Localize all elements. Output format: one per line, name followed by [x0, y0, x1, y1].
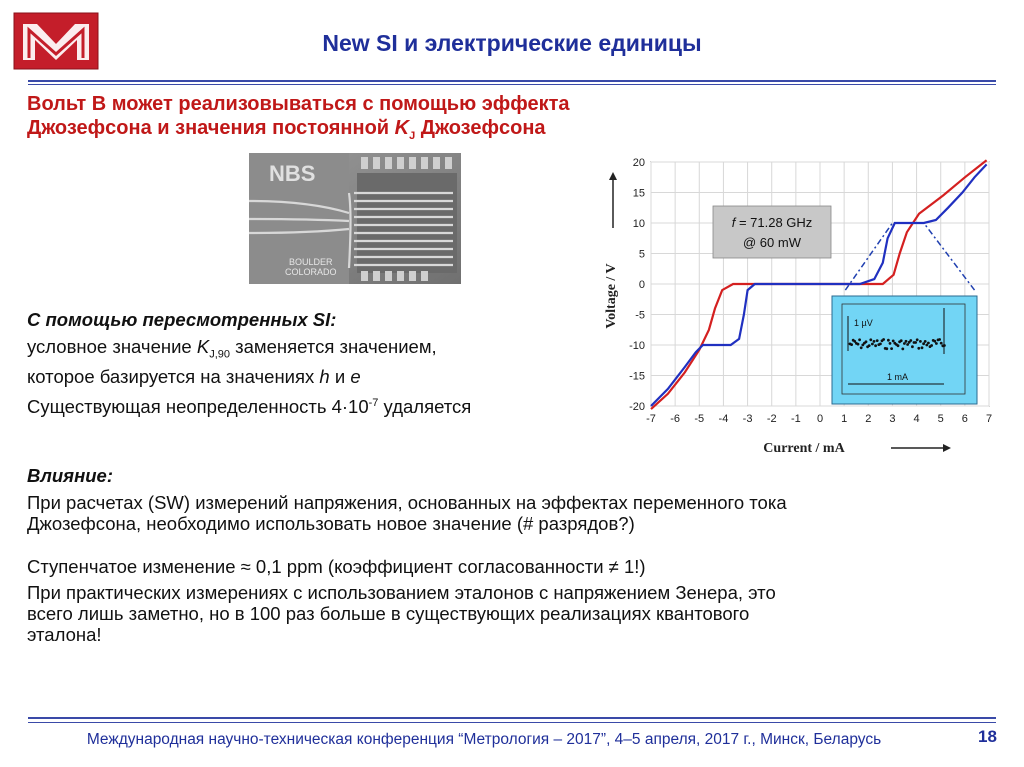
- x-tick-label: -1: [790, 413, 801, 425]
- x-tick-label: 5: [937, 413, 944, 425]
- inset-data-point: [933, 340, 936, 343]
- inset-data-point: [892, 340, 895, 343]
- y-tick-label: -5: [635, 309, 645, 322]
- inset-data-point: [860, 346, 863, 349]
- section-heading: [27, 92, 570, 148]
- footer-divider: [28, 717, 996, 719]
- x-tick-label: 0: [816, 413, 824, 425]
- inset-data-point: [914, 341, 917, 344]
- frequency-annotation-box: [713, 206, 831, 258]
- y-tick-label: 5: [638, 248, 645, 261]
- inset-data-point: [905, 340, 908, 343]
- y-tick-label: 0: [638, 279, 645, 291]
- inset-data-point: [927, 342, 930, 345]
- impact-heading: Влияние:: [27, 465, 113, 486]
- inset-data-point: [882, 338, 885, 341]
- page-number: 18: [978, 727, 997, 746]
- inset-data-point: [858, 338, 861, 341]
- inset-panel: [832, 296, 977, 404]
- inset-data-point: [873, 340, 876, 343]
- inset-data-point: [900, 339, 903, 342]
- y-tick-label: -10: [629, 340, 645, 352]
- inset-data-point: [876, 339, 879, 342]
- uncertainty-line: Существующая неопределенность $4\cdot 10^{-7}$ удаляется: [27, 395, 472, 417]
- inset-data-point: [930, 344, 933, 347]
- y-tick-label: 10: [632, 218, 645, 230]
- y-tick-label: -20: [629, 401, 645, 413]
- header-divider: [28, 80, 996, 82]
- x-axis-arrow-head: [943, 444, 951, 452]
- inset-data-point: [924, 340, 927, 343]
- frequency-annotation-line-2: @ 60 mW: [743, 235, 801, 250]
- impact-paragraph-3: При практических измерениях с использованием эталонов с напряжением Зенера, это всего лишь заметно, но в 100 раз больше в существующих реализациях квантового эталона!: [27, 582, 776, 645]
- iv-curve-chart: [591, 148, 1011, 470]
- inset-data-point: [897, 344, 900, 347]
- footer-divider-thin: [28, 722, 996, 723]
- inset-data-point: [909, 339, 912, 342]
- inset-data-point: [887, 339, 890, 342]
- chip-label-nbs: NBS: [269, 161, 316, 186]
- x-axis-title: Current / mA: [763, 441, 845, 456]
- impact-paragraph-1: При расчетах (SW) измерений напряжения, основанных на эффектах переменного тока Джозефсона, необходимо использовать новое значение (# разрядов?): [27, 492, 787, 534]
- x-tick-label: -3: [742, 413, 753, 425]
- inset-data-point: [889, 342, 892, 345]
- revised-si-block: [27, 309, 471, 417]
- x-tick-label: 7: [985, 413, 993, 425]
- inset-data-point: [869, 338, 872, 341]
- inset-data-point: [879, 343, 882, 346]
- inset-data-point: [916, 338, 919, 341]
- chip-label-colorado: COLORADO: [285, 267, 337, 277]
- inset-data-point: [890, 347, 893, 350]
- y-tick-label: 15: [632, 187, 645, 200]
- inset-data-point: [871, 343, 874, 346]
- x-tick-label: 6: [961, 413, 968, 425]
- x-tick-label: -2: [766, 413, 777, 425]
- x-tick-label: 4: [913, 413, 920, 425]
- chip-label-boulder: BOULDER: [289, 257, 333, 267]
- inset-data-point: [850, 343, 853, 346]
- josephson-chip-photo: [249, 153, 461, 284]
- revised-line-2: которое базируется на значениях h и e: [27, 365, 361, 387]
- inset-data-point: [865, 340, 868, 343]
- inset-data-point: [874, 344, 877, 347]
- inset-data-point: [938, 338, 941, 341]
- impact-block: [27, 465, 787, 645]
- header-divider-thin: [28, 84, 996, 85]
- inset-data-point: [943, 344, 946, 347]
- y-axis-arrow-head: [609, 172, 617, 180]
- inset-data-point: [940, 342, 943, 345]
- heading-line-1: Вольт В может реализовываться с помощью эффекта: [27, 93, 570, 115]
- inset-data-point: [868, 344, 871, 347]
- x-tick-label: 2: [865, 413, 872, 425]
- inset-data-point: [921, 346, 924, 349]
- impact-paragraph-2: Ступенчатое изменение ≈ 0,1 ppm (коэффициент согласованности ≠ 1!): [27, 556, 646, 577]
- revised-heading: С помощью пересмотренных SI:: [27, 309, 337, 330]
- inset-data-point: [885, 347, 888, 350]
- y-tick-label: 20: [632, 157, 645, 169]
- inset-data-point: [935, 342, 938, 345]
- x-tick-label: 3: [889, 413, 896, 425]
- heading-line-2: Джозефсона и значения постоянной $K_J$ Джозефсона: [27, 117, 546, 142]
- x-tick-label: -5: [694, 413, 705, 425]
- inset-data-point: [857, 343, 860, 346]
- frequency-annotation-line-1: f = 71.28 GHz: [731, 215, 813, 230]
- inset-data-point: [901, 348, 904, 351]
- y-tick-label: -15: [629, 370, 645, 383]
- footer-text: Международная научно-техническая конференция “Метрология – 2017”, 4–5 апреля, 2017 г., Минск, Беларусь: [86, 731, 882, 748]
- x-tick-label: 1: [841, 413, 848, 425]
- page-title: New SI и электрические единицы: [322, 30, 702, 56]
- inset-data-point: [919, 340, 922, 343]
- inset-label-current: 1 mA: [887, 372, 909, 382]
- inset-data-point: [917, 347, 920, 350]
- x-tick-label: -7: [646, 413, 656, 425]
- inset-data-point: [922, 342, 925, 345]
- y-axis-title: Voltage / V: [604, 263, 619, 329]
- inset-data-point: [911, 345, 914, 348]
- revised-line-1: условное значение $K_{J,90}$ заменяется значением,: [27, 336, 437, 361]
- x-tick-label: -4: [718, 413, 729, 425]
- x-tick-label: -6: [670, 413, 681, 425]
- inset-label-voltage: 1 µV: [854, 318, 873, 328]
